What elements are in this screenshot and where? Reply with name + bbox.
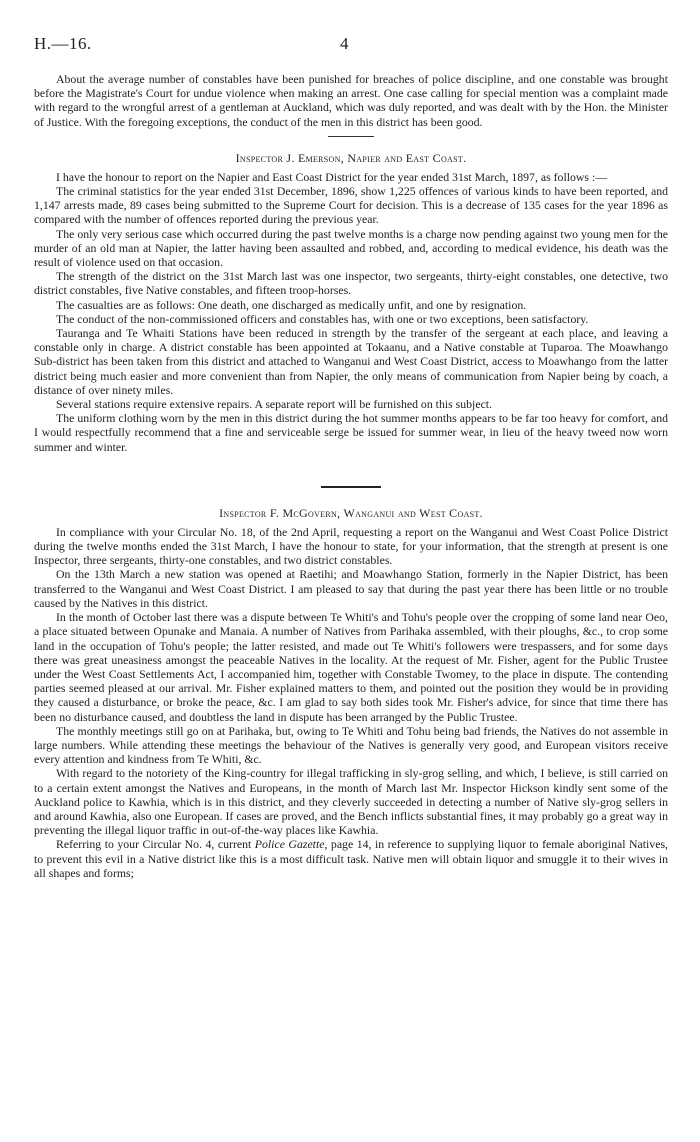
paragraph — [34, 837, 668, 880]
paragraph: With regard to the notoriety of the King-country for illegal trafficking in sly-grog selling, and which, I believe, is still carried on to a certain extent amongst the Natives and Europeans, in the month of March last Mr. Inspector Hickson kindly sent some of the Auckland police to Kawhia, which is in this district, and they cleverly succeeded in detecting a number of Native sly-grog sellers in and around Kawhia, also one European. If cases are proved, and the Bench inflicts substantial fines, it may probably go a great way in preventing the illegal liquor traffic in out-of-the-way places like Kawhia. — [34, 766, 668, 838]
section-napier-east-coast — [34, 151, 668, 488]
paragraph: The criminal statistics for the year ended 31st December, 1896, show 1,225 offences of various kinds to have been reported, and 1,147 arrests made, 89 cases being submitted to the Supreme Court for decision. This is a decrease of 135 cases for the year 1896 as compared with the number of offences reported during the previous year. — [34, 184, 668, 227]
paragraph: The strength of the district on the 31st March last was one inspector, two sergeants, thirty-eight constables, one detective, two district constables, five Native constables, and fifteen troop-horses. — [34, 269, 668, 298]
paragraph: About the average number of constables have been punished for breaches of police discipline, and one constable was brought before the Magistrate's Court for undue violence when making an arrest. One case calling for special mention was a complaint made with regard to the wrongful arrest of a gentleman at Auckland, which was duly reported, and was dealt with by the Hon. the Minister of Justice. With the foregoing exceptions, the conduct of the men in this district has been good. — [34, 72, 668, 129]
section-heading: Inspector F. McGovern, Wanganui and West Coast. — [219, 505, 483, 520]
document-page — [34, 34, 668, 880]
paragraph: The casualties are as follows: One death, one discharged as medically unfit, and one by resignation. — [56, 297, 527, 312]
paragraph: Tauranga and Te Whaiti Stations have been reduced in strength by the transfer of the sergeant at each place, and leaving a constable only in charge. A district constable has been appointed at Tokaanu, and a Native constable at Tuparoa. The Moawhango Sub-district has been taken from this district and attached to Wanganui and West Coast District, access to Moawhango from the latter district being much easier and more convenient than from Napier, the only means of communication from Napier being by coach, a distance of over ninety miles. — [34, 326, 668, 397]
paragraph: In the month of October last there was a dispute between Te Whiti's and Tohu's people over the cropping of some land near Oeo, a place situated between Opunake and Manaia. A number of Natives from Parihaka assembled, with their ploughs, &c., to crop some land in the occupation of Tohu's people; the latter resisted, and made out Te Whiti's followers were trespassers, and for some days there was great uneasiness amongst the peaceable Natives in the locality. At the request of Mr. Fisher, agent for the Public Trustee under the West Coast Settlements Act, I accompanied him, together with Constable Twomey, to the place in dispute. The contending parties seemed pleased at our arrival. Mr. Fisher explained matters to them, and pointed out the position they would be in providing they caused a disturbance, or broke the peace, &c. I am glad to say both sides took Mr. Fisher's advice, for since that time there has been no disturbance caused, and doubtless the land in dispute has been arranged by the Public Trustee. — [34, 610, 668, 724]
paragraph: The only very serious case which occurred during the past twelve months is a charge now pending against two young men for the murder of an old man at Napier, the latter having been assaulted and robbed, and, according to medical evidence, his death was the result of violence used on that occasion. — [34, 226, 668, 270]
paragraph: The monthly meetings still go on at Parihaka, but, owing to Te Whiti and Tohu being bad friends, the Natives do not assemble in large numbers. While attending these meetings the behaviour of the Natives is generally very good, and European visitors receive every attention and kindness from Te Whiti, &c. — [34, 723, 668, 767]
publication-title: Police Gazette, — [254, 837, 328, 852]
section-divider — [328, 136, 374, 137]
page-header — [34, 34, 668, 60]
paragraph: I have the honour to report on the Napier and East Coast District for the year ended 31st March, 1897, as follows :— — [56, 169, 608, 184]
paragraph: In compliance with your Circular No. 18, of the 2nd April, requesting a report on the Wanganui and West Coast Police District during the twelve months ended the 31st March, I have the honour to state, for your information, that the strength at present is one Inspector, three sergeants, thirty-one constables, and two district constables. — [34, 524, 668, 568]
section-discipline — [34, 72, 668, 137]
paragraph-text: page 14, in reference to supplying liquor to female aboriginal Natives, to prevent this evil in a Native district like this is a most difficult task. Native men will obtain liquor and smuggle it to their wives in all shapes and forms; — [34, 837, 668, 880]
document-reference: H.—16. — [34, 34, 92, 53]
paragraph: The uniform clothing worn by the men in this district during the hot summer months appears to be far too heavy for comfort, and I would respectfully recommend that a fine and serviceable serge be issued for summer wear, in lieu of the heavy tweed now worn summer and winter. — [34, 411, 668, 454]
paragraph: Several stations require extensive repairs. A separate report will be furnished on this subject. — [56, 397, 493, 412]
section-wanganui-west-coast — [34, 506, 668, 880]
page-number: 4 — [340, 34, 349, 53]
paragraph-text: Referring to your Circular No. 4, current — [56, 837, 255, 852]
paragraph: On the 13th March a new station was opened at Raetihi; and Moawhango Station, formerly in the Napier District, has been transferred to the Wanganui and West Coast District. I am pleased to say that during the past year there has been little or no trouble caused by the Natives in this district. — [34, 567, 668, 610]
section-divider — [321, 486, 381, 488]
section-heading: Inspector J. Emerson, Napier and East Coast. — [235, 150, 467, 165]
paragraph: The conduct of the non-commissioned officers and constables has, with one or two exceptions, been satisfactory. — [56, 311, 589, 326]
